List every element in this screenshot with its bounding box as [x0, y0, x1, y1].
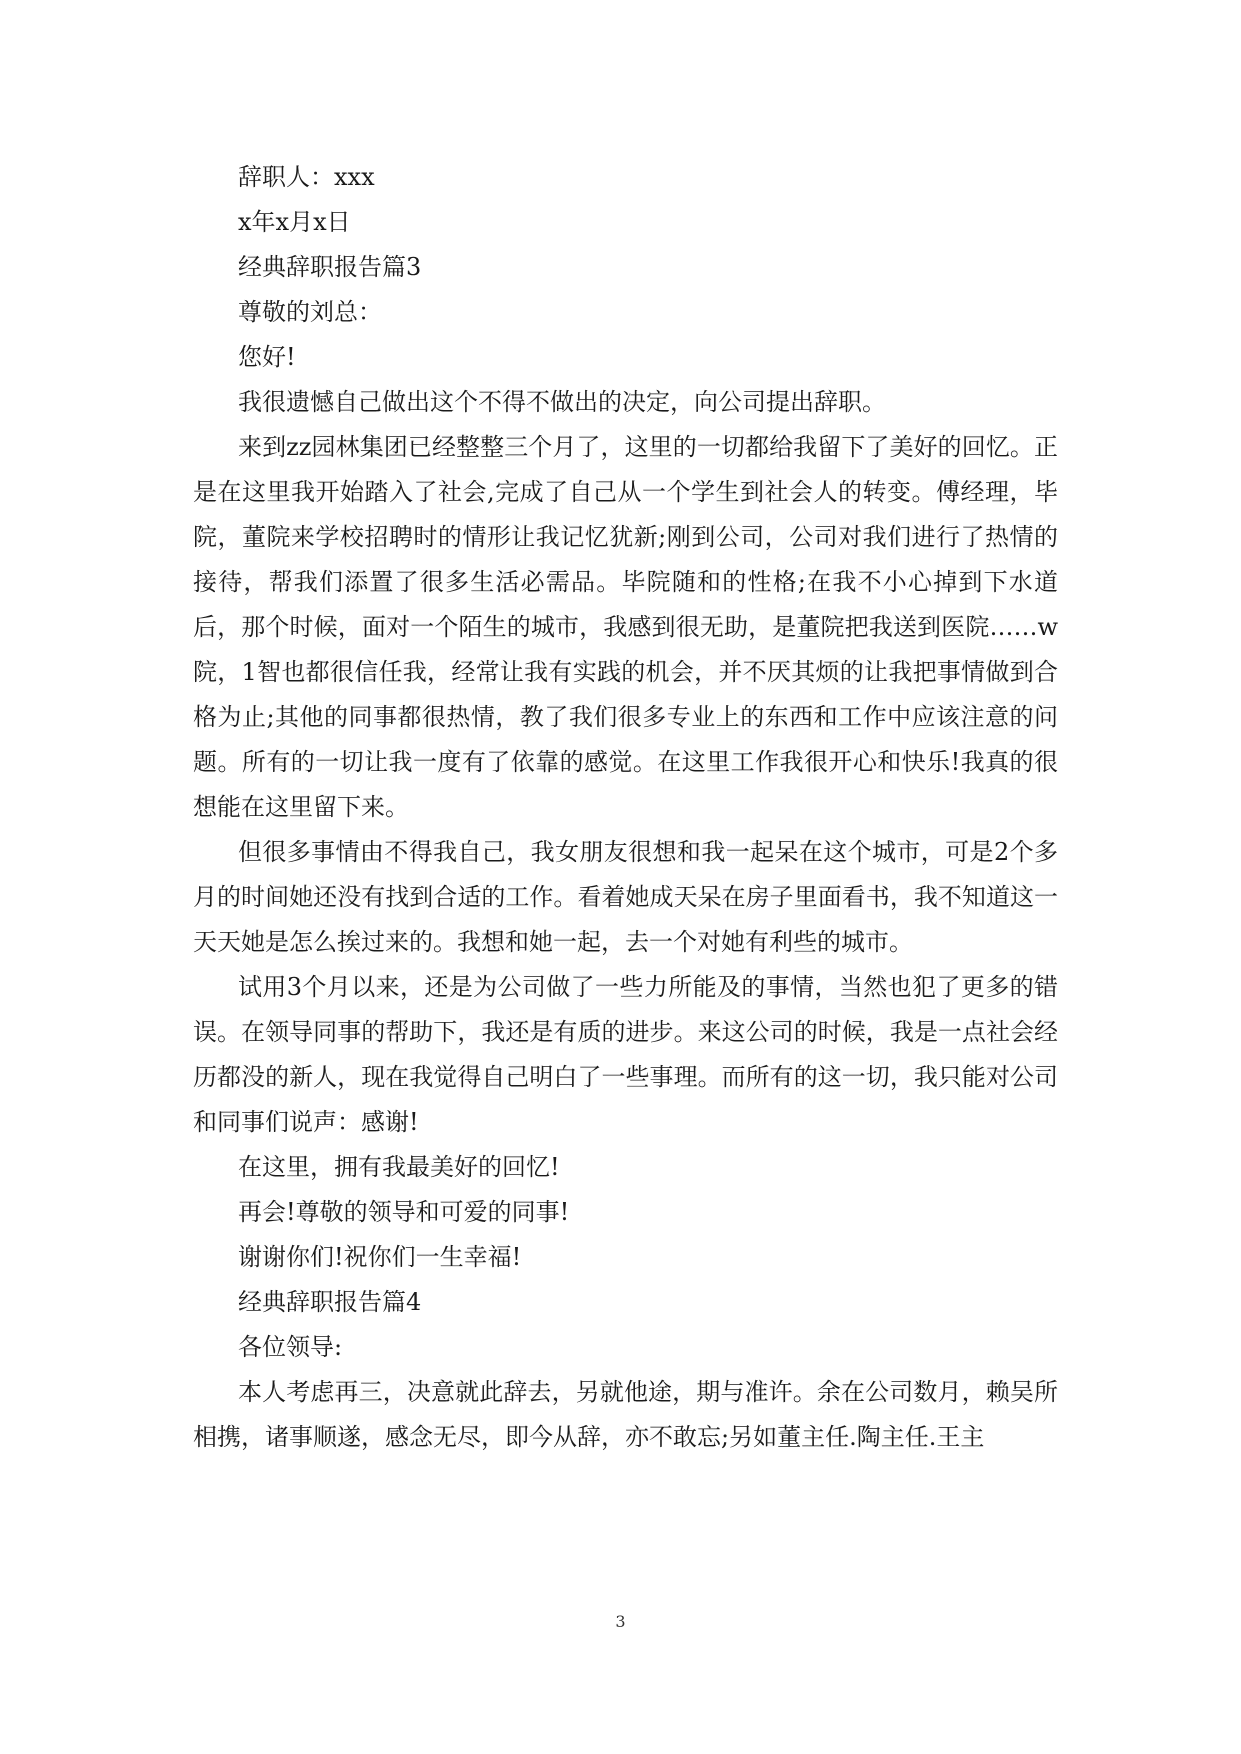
resigner-line: 辞职人：xxx	[238, 163, 375, 191]
salutation: 尊敬的刘总：	[238, 298, 382, 326]
page-number: 3	[615, 1612, 626, 1631]
document-body	[193, 155, 1058, 1460]
closing-line-2: 再会!尊敬的领导和可爱的同事!	[238, 1198, 570, 1226]
section-title-3: 经典辞职报告篇3	[238, 253, 422, 281]
salutation-4: 各位领导:	[238, 1333, 343, 1361]
section-title-4: 经典辞职报告篇4	[238, 1288, 422, 1316]
body-paragraph-2: 但很多事情由不得我自己，我女朋友很想和我一起呆在这个城市，可是2个多月的时间她还没有找到合适的工作。看着她成天呆在房子里面看书，我不知道这一天天她是怎么挨过来的。我想和她一起，去一个对她有利些的城市。	[193, 838, 1058, 956]
date-line: x年x月x日	[238, 208, 351, 236]
body-paragraph-1: 来到zz园林集团已经整整三个月了，这里的一切都给我留下了美好的回忆。正是在这里我开始踏入了社会,完成了自己从一个学生到社会人的转变。傅经理，毕院，董院来学校招聘时的情形让我记忆犹新;刚到公司，公司对我们进行了热情的接待，帮我们添置了很多生活必需品。毕院随和的性格;在我不小心掉到下水道后，那个时候，面对一个陌生的城市，我感到很无助，是董院把我送到医院……w院，1智也都很信任我，经常让我有实践的机会，并不厌其烦的让我把事情做到合格为止;其他的同事都很热情，教了我们很多专业上的东西和工作中应该注意的问题。所有的一切让我一度有了依靠的感觉。在这里工作我很开心和快乐!我真的很想能在这里留下来。	[193, 433, 1058, 821]
closing-line-3: 谢谢你们!祝你们一生幸福!	[238, 1243, 522, 1271]
greeting: 您好!	[238, 343, 296, 371]
opening-statement: 我很遗憾自己做出这个不得不做出的决定，向公司提出辞职。	[238, 388, 886, 416]
body-paragraph-4: 本人考虑再三，决意就此辞去，另就他途，期与准许。余在公司数月，赖吴所相携，诸事顺遂，感念无尽，即今从辞，亦不敢忘;另如董主任.陶主任.王主	[193, 1378, 1058, 1451]
body-paragraph-3: 试用3个月以来，还是为公司做了一些力所能及的事情，当然也犯了更多的错误。在领导同事的帮助下，我还是有质的进步。来这公司的时候，我是一点社会经历都没的新人，现在我觉得自己明白了一些事理。而所有的这一切，我只能对公司和同事们说声：感谢!	[193, 973, 1058, 1136]
closing-line-1: 在这里，拥有我最美好的回忆!	[238, 1153, 560, 1181]
